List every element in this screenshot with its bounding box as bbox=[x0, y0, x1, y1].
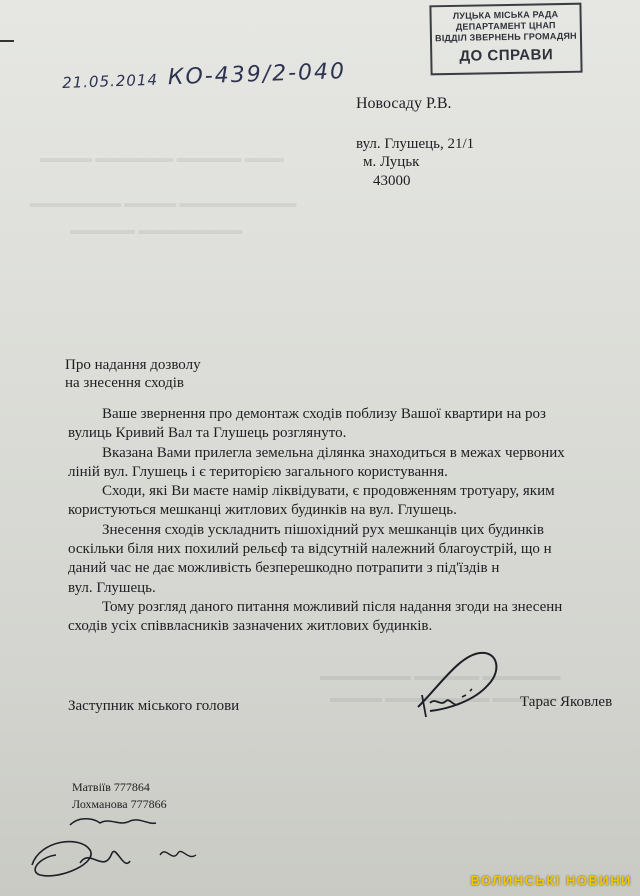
recipient-street: вул. Глушець, 21/1 bbox=[356, 136, 475, 152]
recipient-name: Новосаду Р.В. bbox=[356, 95, 452, 112]
fold-mark bbox=[0, 40, 14, 42]
bleed-through: ▬▬▬▬ ▬▬▬▬▬▬ ▬▬▬▬▬ ▬▬▬ bbox=[40, 150, 284, 165]
body-line: даний час не дає можливість безперешкодно потрапити з під'їздів н bbox=[68, 560, 500, 577]
body-line: вул. Глушець. bbox=[68, 579, 156, 596]
body-line: Тому розгляд даного питання можливий після надання згоди на знесенн bbox=[102, 598, 563, 615]
stamp-line: ВІДДІЛ ЗВЕРНЕНЬ ГРОМАДЯН bbox=[434, 30, 577, 44]
subject-line: на знесення сходів bbox=[65, 375, 184, 391]
bleed-through: ▬▬▬▬ ▬▬▬▬▬▬▬▬ ▬▬▬▬▬ bbox=[330, 690, 558, 705]
registration-number: КО-439/2-040 bbox=[167, 59, 347, 91]
bleed-through: ▬▬▬▬▬▬▬ ▬▬▬▬▬ ▬▬▬▬▬▬ bbox=[320, 668, 561, 683]
body-line: вулиць Кривий Вал та Глушець розглянуто. bbox=[68, 425, 347, 442]
executor-signatures-icon bbox=[20, 805, 210, 890]
body-line: сходів усіх співвласників зазначених житлових будинків. bbox=[68, 618, 433, 635]
registration-date: 21.05.2014 bbox=[61, 70, 159, 92]
letter-body bbox=[68, 405, 640, 637]
signature-icon bbox=[400, 645, 520, 725]
body-line: Вказана Вами прилегла земельна ділянка знаходиться в межах червоних bbox=[102, 444, 565, 461]
body-line: оскільки біля них похилий рельєф та відсутній належний благоустрій, що н bbox=[68, 541, 552, 558]
stamp-line: ЛУЦЬКА МІСЬКА РАДА bbox=[452, 9, 559, 21]
bleed-through: ▬▬▬▬▬▬▬ ▬▬▬▬ ▬▬▬▬▬▬▬▬▬ bbox=[30, 195, 297, 210]
signatory-position: Заступник міського голови bbox=[68, 698, 240, 714]
body-line: Ваше звернення про демонтаж сходів поблизу Вашої квартири на роз bbox=[102, 406, 546, 422]
registration-mark bbox=[62, 59, 347, 94]
subject-line: Про надання дозволу bbox=[65, 357, 201, 373]
watermark-logo: ВОЛИНСЬКІ НОВИНИ bbox=[470, 873, 632, 888]
recipient-postcode: 43000 bbox=[373, 173, 411, 189]
body-line: користуються мешканці житлових будинків на вул. Глушець. bbox=[68, 502, 457, 519]
executor-line: Лохманова 777866 bbox=[72, 797, 167, 811]
stamp-line: ДО СПРАВИ bbox=[459, 46, 554, 65]
stamp-line: ДЕПАРТАМЕНТ ЦНАП bbox=[455, 20, 556, 32]
signatory-name: Тарас Яковлев bbox=[520, 694, 613, 710]
body-line: Сходи, які Ви маєте намір ліквідувати, є продовженням тротуару, яким bbox=[102, 483, 555, 500]
recipient-city: м. Луцьк bbox=[363, 154, 420, 170]
department-stamp bbox=[429, 3, 582, 76]
bleed-through: ▬▬▬▬▬ ▬▬▬▬▬▬▬▬ bbox=[70, 222, 243, 237]
body-line: Знесення сходів ускладнить пішохідний рух мешканців цих будинків bbox=[102, 521, 544, 538]
executor-line: Матвіїв 777864 bbox=[72, 780, 150, 794]
body-line: ліній вул. Глушець і є територією загального користування. bbox=[68, 463, 448, 480]
